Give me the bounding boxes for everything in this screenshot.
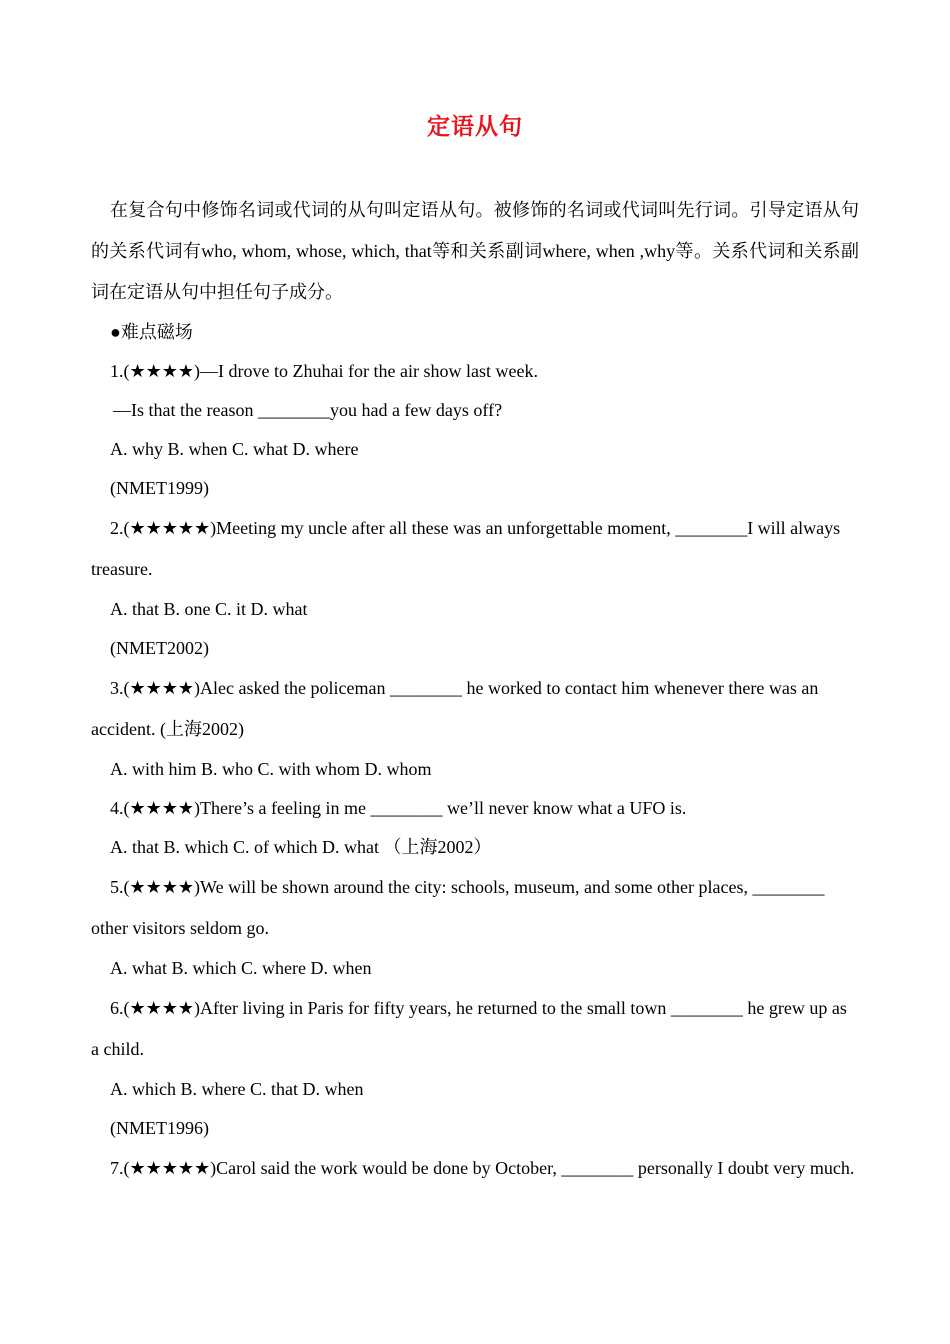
question-2-options: A. that B. one C. it D. what [110, 599, 308, 619]
question-5-options: A. what B. which C. where D. when [110, 958, 372, 978]
question-3-options: A. with him B. who C. with whom D. whom [110, 759, 432, 779]
question-6-source: (NMET1996) [110, 1118, 209, 1138]
question-2-stem: 2.(★★★★★)Meeting my uncle after all these was an unforgettable moment, ________I will always treasure. [91, 518, 841, 579]
question-5-stem: 5.(★★★★)We will be shown around the city: schools, museum, and some other places, ________ other visitors seldom go. [91, 877, 825, 938]
document-body [91, 190, 859, 1189]
question-6-options: A. which B. where C. that D. when [110, 1079, 364, 1099]
question-1-options: A. why B. when C. what D. where [110, 439, 359, 459]
question-6-stem: 6.(★★★★)After living in Paris for fifty years, he returned to the small town ________ he grew up as a child. [91, 998, 847, 1059]
question-1-source: (NMET1999) [110, 478, 209, 498]
question-4-options: A. that B. which C. of which D. what （上海2002） [110, 837, 492, 857]
question-3-stem: 3.(★★★★)Alec asked the policeman ________ he worked to contact him whenever there was an accident. (上海2002) [91, 678, 819, 739]
section-heading: ●难点磁场 [110, 322, 193, 342]
question-1-stem-2: —Is that the reason ________you had a few days off? [113, 400, 503, 420]
question-7-stem: 7.(★★★★★)Carol said the work would be done by October, ________ personally I doubt very much. [110, 1158, 855, 1178]
intro-paragraph: 在复合句中修饰名词或代词的从句叫定语从句。被修饰的名词或代词叫先行词。引导定语从句的关系代词有who, whom, whose, which, that等和关系副词where, when ,why等。关系代词和关系副词在定语从句中担任句子成分。 [91, 200, 859, 302]
document-title: 定语从句 [427, 114, 523, 139]
question-4-stem: 4.(★★★★)There’s a feeling in me ________ we’ll never know what a UFO is. [110, 798, 687, 818]
question-2-source: (NMET2002) [110, 638, 209, 658]
question-1-stem: 1.(★★★★)—I drove to Zhuhai for the air show last week. [110, 361, 538, 381]
